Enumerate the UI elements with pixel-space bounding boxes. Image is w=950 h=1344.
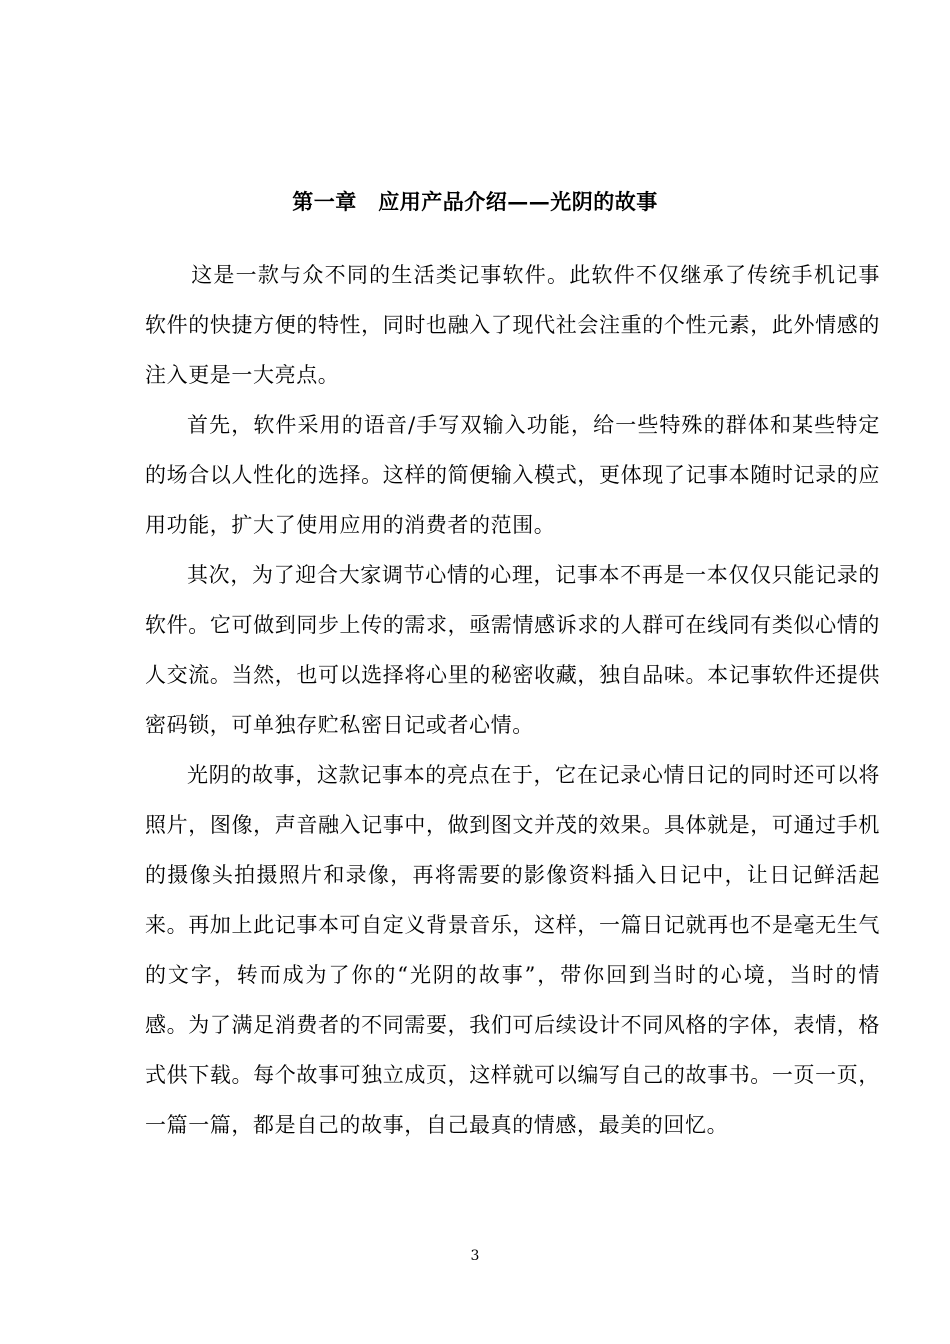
- paragraph-input-features: 首先，软件采用的语音/手写双输入功能，给一些特殊的群体和某些特定的场合以人性化的选择。这样的简便输入模式，更体现了记事本随时记录的应用功能，扩大了使用应用的消费者的范围。: [145, 413, 880, 537]
- body-text: [145, 250, 880, 1150]
- chapter-title: 第一章 应用产品介绍——光阴的故事: [292, 189, 658, 214]
- paragraph-highlights: 光阴的故事，这款记事本的亮点在于，它在记录心情日记的同时还可以将照片，图像，声音融入记事中，做到图文并茂的效果。具体就是，可通过手机的摄像头拍摄照片和录像，再将需要的影像资料插入日记中，让日记鲜活起来。再加上此记事本可自定义背景音乐，这样，一篇日记就再也不是毫无生气的文字，转而成为了你的“光阴的故事”，带你回到当时的心境，当时的情感。为了满足消费者的不同需要，我们可后续设计不同风格的字体，表情，格式供下载。每个故事可独立成页，这样就可以编写自己的故事书。一页一页，一篇一篇，都是自己的故事，自己最真的情感，最美的回忆。: [145, 763, 880, 1137]
- paragraph-intro: 这是一款与众不同的生活类记事软件。此软件不仅继承了传统手机记事软件的快捷方便的特性，同时也融入了现代社会注重的个性元素，此外情感的注入更是一大亮点。: [145, 263, 880, 387]
- paragraph-mood-sharing: 其次，为了迎合大家调节心情的心理，记事本不再是一本仅仅只能记录的软件。它可做到同步上传的需求，亟需情感诉求的人群可在线同有类似心情的人交流。当然，也可以选择将心里的秘密收藏，独自品味。本记事软件还提供密码锁，可单独存贮私密日记或者心情。: [145, 563, 880, 737]
- page-number: 3: [470, 1248, 480, 1264]
